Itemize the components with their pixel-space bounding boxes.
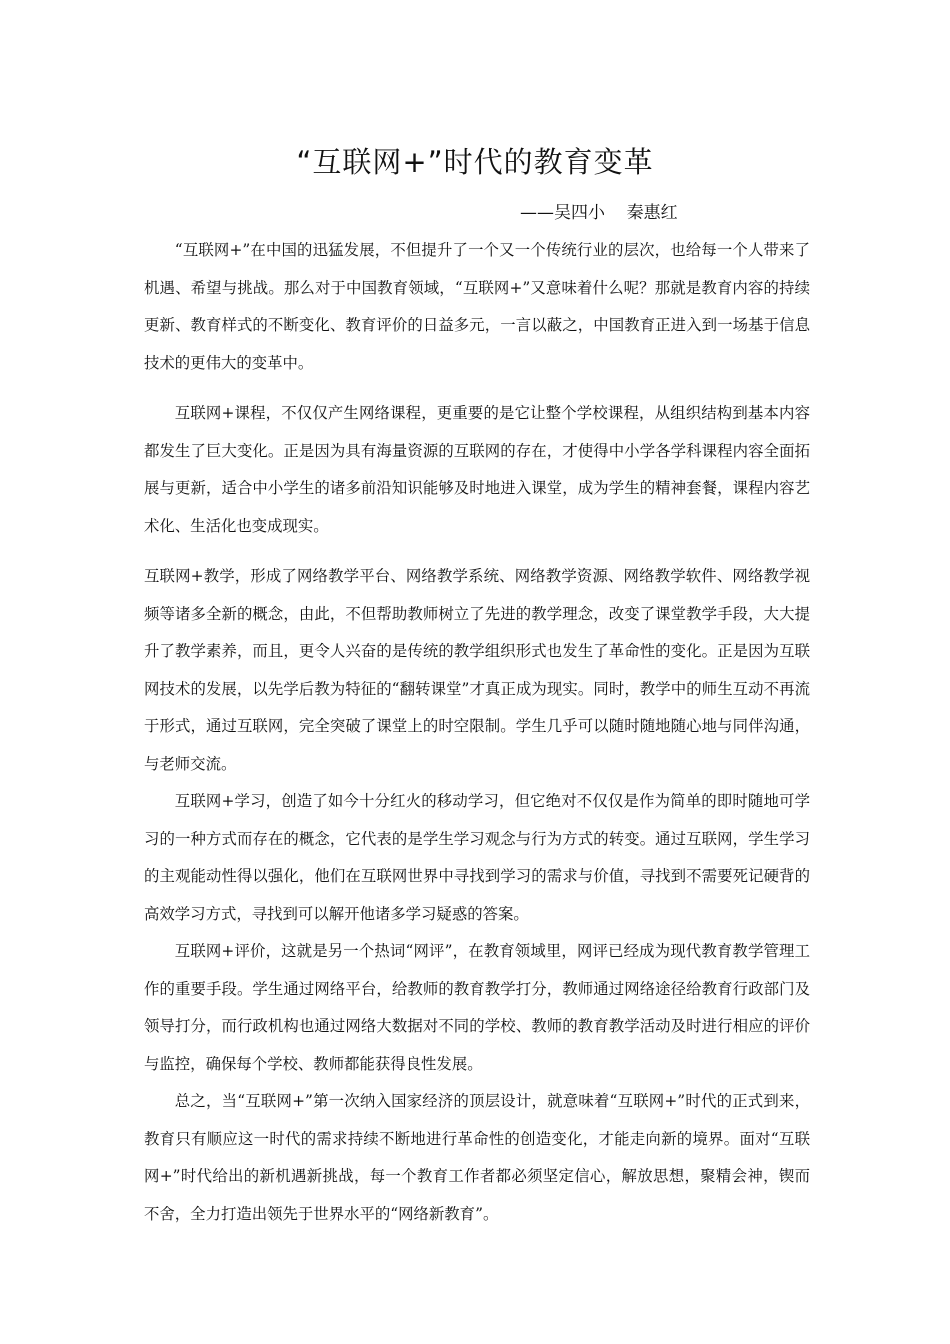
paragraph-conclusion: 总之，当“互联网+”第一次纳入国家经济的顶层设计，就意味着“互联网+”时代的正式到来，教育只有顺应这一时代的需求持续不断地进行革命性的创造变化，才能走向新的境界。面对“互联网+”时代给出的新机遇新挑战，每一个教育工作者都必须坚定信心，解放思想，聚精会神，锲而不舍，全力打造出领先于世界水平的“网络新教育”。 [144,1092,810,1223]
document-author: ——吴四小 秦惠红 [520,203,678,223]
paragraph-learning: 互联网+学习，创造了如今十分红火的移动学习，但它绝对不仅仅是作为简单的即时随地可学习的一种方式而存在的概念，它代表的是学生学习观念与行为方式的转变。通过互联网，学生学习的主观能动性得以强化，他们在互联网世界中寻找到学习的需求与价值，寻找到不需要死记硬背的高效学习方式，寻找到可以解开他诸多学习疑惑的答案。 [144,792,810,923]
document-body [144,232,810,1233]
document-title: “互联网+”时代的教育变革 [296,145,654,179]
paragraph-teaching: 互联网+教学，形成了网络教学平台、网络教学系统、网络教学资源、网络教学软件、网络教学视频等诸多全新的概念，由此，不但帮助教师树立了先进的教学理念，改变了课堂教学手段，大大提升了教学素养，而且，更令人兴奋的是传统的教学组织形式也发生了革命性的变化。正是因为互联网技术的发展，以先学后教为特征的“翻转课堂”才真正成为现实。同时，教学中的师生互动不再流于形式，通过互联网，完全突破了课堂上的时空限制。学生几乎可以随时随地随心地与同伴沟通，与老师交流。 [144,567,810,773]
paragraph-evaluation: 互联网+评价，这就是另一个热词“网评”，在教育领域里，网评已经成为现代教育教学管理工作的重要手段。学生通过网络平台，给教师的教育教学打分，教师通过网络途径给教育行政部门及领导打分，而行政机构也通过网络大数据对不同的学校、教师的教育教学活动及时进行相应的评价与监控，确保每个学校、教师都能获得良性发展。 [144,942,810,1073]
paragraph-curriculum: 互联网+课程，不仅仅产生网络课程，更重要的是它让整个学校课程，从组织结构到基本内容都发生了巨大变化。正是因为具有海量资源的互联网的存在，才使得中小学各学科课程内容全面拓展与更新，适合中小学生的诸多前沿知识能够及时地进入课堂，成为学生的精神套餐，课程内容艺术化、生活化也变成现实。 [144,404,810,535]
paragraph-intro: “互联网+”在中国的迅猛发展，不但提升了一个又一个传统行业的层次，也给每一个人带来了机遇、希望与挑战。那么对于中国教育领域，“互联网+”又意味着什么呢？那就是教育内容的持续更新、教育样式的不断变化、教育评价的日益多元，一言以蔽之，中国教育正进入到一场基于信息技术的更伟大的变革中。 [144,241,810,372]
